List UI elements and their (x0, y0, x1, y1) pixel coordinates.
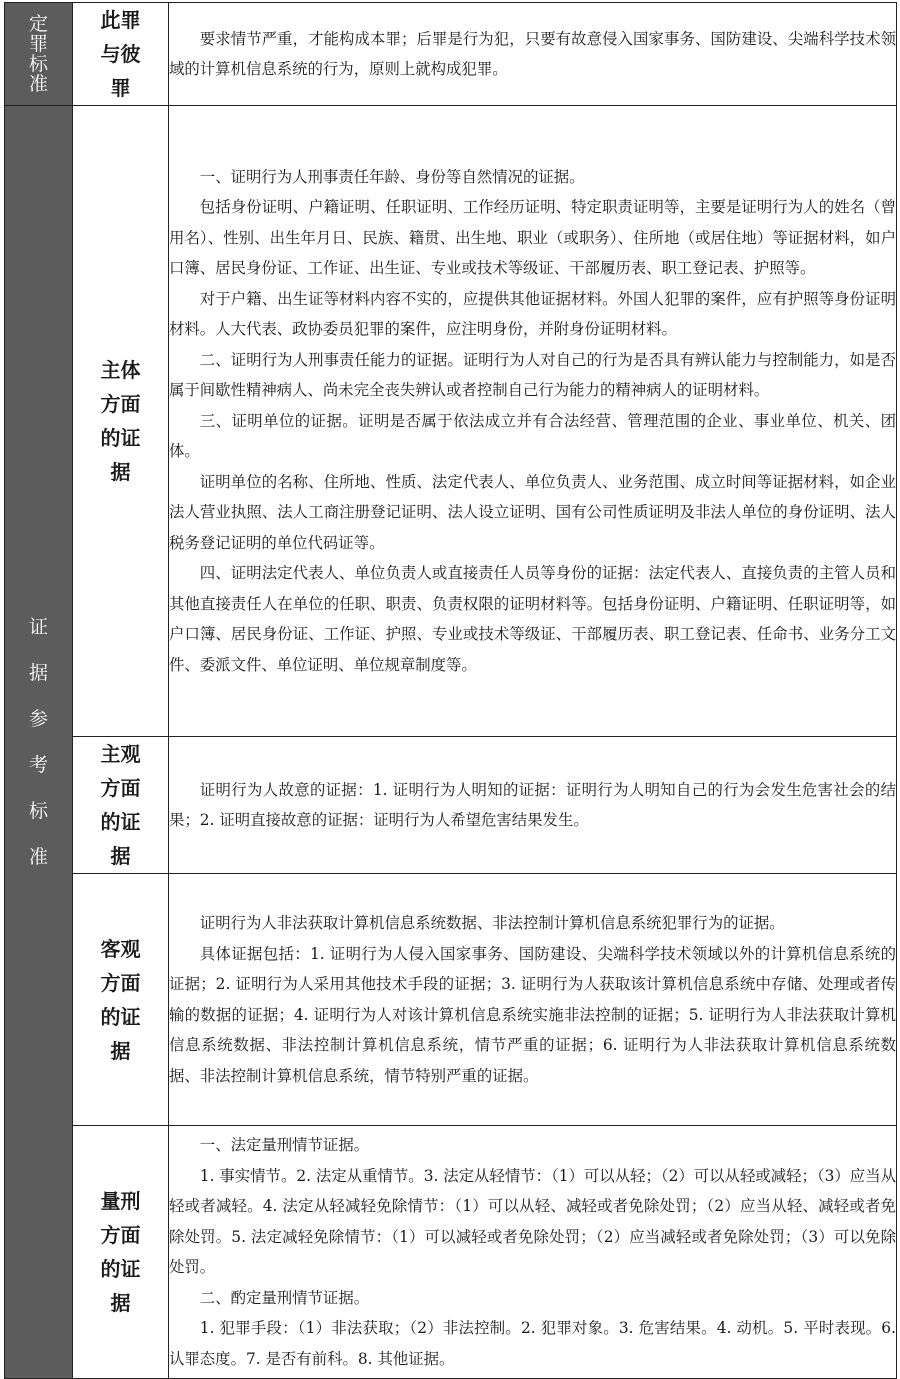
row-keguan-label-cell (73, 874, 169, 1126)
row-liangxing-label-cell (73, 1126, 169, 1379)
zhuti-paragraph: 包括身份证明、户籍证明、任职证明、工作经历证明、特定职责证明等，主要是证明行为人的姓名（曾用名）、性别、出生年月日、民族、籍贯、出生地、职业（或职务）、住所地（或居住地）等证据材料，如户口簿、居民身份证、工作证、出生证、专业或技术等级证、干部履历表、职工登记表、护照等。 (169, 198, 896, 278)
category-zhengju-label: 证据参考标准 (28, 616, 48, 868)
category-dingzui-label: 定罪标准 (28, 13, 48, 95)
row-zhuguan-content (169, 737, 897, 874)
zhuti-paragraph: 一、证明行为人刑事责任年龄、身份等自然情况的证据。 (199, 167, 585, 186)
keguan-paragraph: 证明行为人非法获取计算机信息系统数据、非法控制计算机信息系统犯罪行为的证据。 (199, 914, 785, 932)
row-cizui (5, 3, 897, 106)
zhuguan-paragraph: 证明行为人故意的证据：1. 证明行为人明知的证据：证明行为人明知自己的行为会发生危害社会的结果；2. 证明直接故意的证据：证明行为人希望危害结果发生。 (169, 780, 896, 829)
row-zhuti-label-cell (73, 106, 169, 737)
liangxing-paragraph: 二、酌定量刑情节证据。 (199, 1288, 370, 1307)
liangxing-paragraph: 1. 事实情节。2. 法定从重情节。3. 法定从轻情节：（1）可以从轻；（2）可以从轻或减轻；（3）应当从轻或者减轻。4. 法定从轻减轻免除情节：（1）可以从轻、减轻或者免除处罚；（2）应当从轻、减轻或者免除处罚。5. 法定减轻免除情节：（1）可以减轻或者免除处罚；（2）应当减轻或者免除处罚；（3）可以免除处罚。 (169, 1166, 896, 1276)
liangxing-paragraph: 1. 犯罪手段：（1）非法获取；（2）非法控制。2. 犯罪对象。3. 危害结果。4. 动机。5. 平时表现。6. 认罪态度。7. 是否有前科。8. 其他证据。 (169, 1319, 896, 1368)
zhuti-paragraph: 对于户籍、出生证等材料内容不实的，应提供其他证据材料。外国人犯罪的案件，应有护照等身份证明材料。人大代表、政协委员犯罪的案件，应注明身份，并附身份证明材料。 (169, 289, 896, 339)
liangxing-paragraph: 一、法定量刑情节证据。 (199, 1136, 370, 1154)
row-keguan-content (169, 874, 897, 1126)
row-zhuti (5, 106, 897, 737)
category-dingzui-cell (5, 3, 73, 106)
row-liangxing (5, 1126, 897, 1379)
zhuti-paragraph: 证明单位的名称、住所地、性质、法定代表人、单位负责人、业务范围、成立时间等证据材料，如企业法人营业执照、法人工商注册登记证明、法人设立证明、国有公司性质证明及非法人单位的身份证明、法人税务登记证明的单位代码证等。 (169, 472, 896, 552)
zhuti-paragraph: 二、证明行为人刑事责任能力的证据。证明行为人对自己的行为是否具有辨认能力与控制能力，如是否属于间歇性精神病人、尚未完全丧失辨认或者控制自己行为能力的精神病人的证明材料。 (169, 350, 896, 400)
row-cizui-label: 此罪与彼罪 (100, 8, 141, 100)
row-cizui-content (169, 3, 897, 106)
row-cizui-label-cell (73, 3, 169, 106)
zhuti-paragraph: 四、证明法定代表人、单位负责人或直接责任人员等身份的证据：法定代表人、直接负责的主管人员和其他直接责任人在单位的任职、职责、负责权限的证明材料等。包括身份证明、户籍证明、任职证明等，如户口簿、居民身份证、工作证、护照、专业或技术等级证、干部履历表、职工登记表、任命书、业务分工文件、委派文件、单位证明、单位规章制度等。 (169, 564, 896, 674)
zhuti-paragraph: 三、证明单位的证据。证明是否属于依法成立并有合法经营、管理范围的企业、事业单位、机关、团体。 (169, 411, 896, 461)
row-zhuguan-label: 主观方面的证据 (100, 742, 141, 868)
evidence-standard-table (4, 2, 897, 1379)
cizui-paragraph: 要求情节严重，才能构成本罪；后罪是行为犯，只要有故意侵入国家事务、国防建设、尖端科学技术领域的计算机信息系统的行为，原则上就构成犯罪。 (169, 29, 896, 78)
row-zhuti-content (169, 106, 897, 737)
row-zhuguan (5, 737, 897, 874)
row-keguan-label: 客观方面的证据 (100, 936, 141, 1063)
row-zhuti-label: 主体方面的证据 (100, 358, 141, 484)
row-liangxing-label: 量刑方面的证据 (100, 1189, 141, 1315)
row-zhuguan-label-cell (73, 737, 169, 874)
row-keguan (5, 874, 897, 1126)
keguan-paragraph: 具体证据包括：1. 证明行为人侵入国家事务、国防建设、尖端科学技术领域以外的计算机信息系统的证据；2. 证明行为人采用其他技术手段的证据；3. 证明行为人获取该计算机信息系统中存储、处理或者传输的数据的证据；4. 证明行为人对该计算机信息系统实施非法控制的证据；5. 证明行为人非法获取计算机信息系统数据、非法控制计算机信息系统，情节严重的证据；6. 证明行为人非法获取计算机信息系统数据、非法控制计算机信息系统，情节特别严重的证据。 (169, 944, 896, 1085)
category-zhengju-cell (5, 106, 73, 1379)
row-liangxing-content (169, 1126, 897, 1379)
